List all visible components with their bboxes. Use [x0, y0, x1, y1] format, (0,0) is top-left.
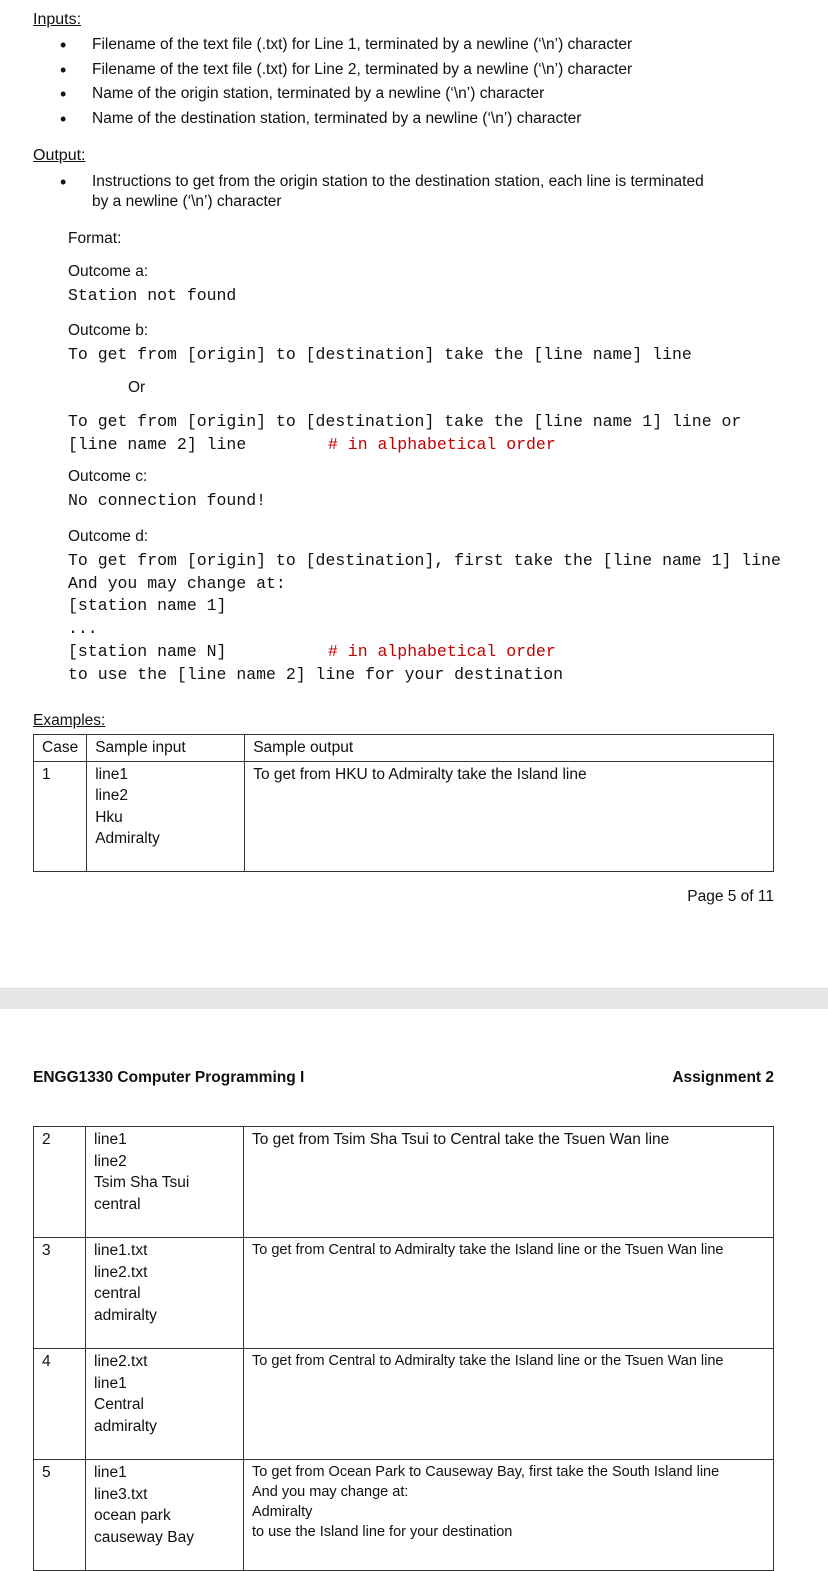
case-number: 2: [34, 1127, 86, 1238]
outcome-a-label: Outcome a:: [68, 263, 149, 280]
outcome-b-label: Outcome b:: [68, 322, 149, 339]
sample-input-line: central: [94, 1195, 141, 1213]
sample-input-line: line1: [95, 765, 128, 783]
sample-input-line: ocean park: [94, 1507, 171, 1524]
outcome-d-text-3: [station name 1]: [68, 596, 227, 615]
output-item-line: Instructions to get from the origin station to the destination station, each line is terminated: [92, 173, 704, 190]
sample-input-cell: [86, 1460, 244, 1571]
outcome-b-text-1: To get from [origin] to [destination] take the [line name] line: [68, 345, 692, 364]
sample-input-line: line2: [95, 787, 128, 804]
format-label: Format:: [68, 230, 122, 247]
table-header-row: [34, 735, 774, 762]
table-row: [34, 1238, 774, 1349]
outcome-d-text-5: [station name N]: [68, 642, 227, 661]
sample-input-line: line3.txt: [94, 1485, 148, 1503]
page-number: Page 5 of 11: [687, 888, 774, 905]
sample-input-cell: [87, 761, 245, 871]
inputs-item: • Filename of the text file (.txt) for Line 2, terminated by a newline (‘\n’) character: [60, 60, 632, 85]
sample-output-cell: [244, 1460, 774, 1571]
sample-output-line: And you may change at:: [252, 1484, 409, 1500]
outcome-d-text-2: And you may change at:: [68, 574, 286, 593]
table-row: [34, 1127, 774, 1238]
case-number: 3: [34, 1238, 86, 1349]
sample-input-line: Tsim Sha Tsui: [94, 1174, 190, 1191]
outcome-b-text-2b: [line name 2] line: [68, 435, 247, 454]
sample-input-line: central: [94, 1285, 141, 1302]
sample-output-cell: To get from HKU to Admiralty take the Island line: [245, 761, 774, 871]
outcome-c-text: No connection found!: [68, 491, 267, 510]
sample-input-line: Admiralty: [95, 830, 160, 847]
alphabetical-comment: # in alphabetical order: [328, 642, 556, 661]
sample-output-line: Admiralty: [252, 1504, 313, 1520]
alphabetical-comment: # in alphabetical order: [328, 435, 556, 454]
sample-output-line: To get from Central to Admiralty take the Island line or the Tsuen Wan line: [252, 1353, 724, 1369]
output-list: [60, 172, 704, 212]
or-label: Or: [128, 379, 146, 396]
outcome-d-label: Outcome d:: [68, 528, 149, 545]
sample-input-line: line1: [94, 1374, 127, 1392]
table-row: [34, 761, 774, 871]
output-heading: Output:: [33, 147, 86, 164]
document-page-6: [0, 1009, 828, 1570]
header-assignment: Assignment 2: [672, 1069, 774, 1086]
sample-output-cell: [244, 1127, 774, 1238]
inputs-list: [60, 35, 632, 133]
sample-input-cell: [86, 1238, 244, 1349]
output-item: [60, 172, 704, 212]
examples-table: [33, 734, 774, 872]
sample-input-line: admiralty: [94, 1417, 157, 1435]
examples-table-continued: [33, 1126, 774, 1571]
case-number: 1: [34, 761, 87, 871]
sample-input-line: causeway Bay: [94, 1528, 194, 1546]
outcome-d-text-1: To get from [origin] to [destination], first take the [line name 1] line: [68, 551, 781, 570]
outcome-b-text-2a: To get from [origin] to [destination] take the [line name 1] line or: [68, 412, 742, 431]
outcome-c-label: Outcome c:: [68, 468, 148, 485]
case-number: 4: [34, 1349, 86, 1460]
sample-input-line: line2.txt: [94, 1353, 148, 1370]
sample-input-line: line1.txt: [94, 1242, 148, 1259]
sample-input-line: Hku: [95, 808, 123, 826]
examples-heading: Examples:: [33, 712, 106, 729]
sample-output-cell: [244, 1238, 774, 1349]
output-item-line: by a newline (‘\n’) character: [92, 193, 282, 210]
inputs-heading: Inputs:: [33, 11, 82, 28]
sample-output-cell: [244, 1349, 774, 1460]
sample-output-line: To get from Tsim Sha Tsui to Central take the Tsuen Wan line: [252, 1131, 670, 1148]
sample-input-line: Central: [94, 1396, 144, 1413]
sample-input-line: line2.txt: [94, 1263, 148, 1281]
outcome-d-text-6: to use the [line name 2] line for your destination: [68, 665, 564, 684]
header-course-title: ENGG1330 Computer Programming I: [33, 1069, 305, 1086]
page-separator: [0, 988, 828, 1010]
sample-input-line: line2: [94, 1152, 127, 1170]
sample-output-line: To get from Central to Admiralty take the Island line or the Tsuen Wan line: [252, 1242, 724, 1258]
header-sample-input: Sample input: [87, 735, 245, 762]
sample-input-cell: [86, 1349, 244, 1460]
sample-input-line: line1: [94, 1464, 127, 1481]
header-case: Case: [34, 735, 87, 762]
inputs-item: • Name of the destination station, terminated by a newline (‘\n’) character: [60, 109, 632, 134]
table-row: [34, 1460, 774, 1571]
outcome-d-text-4: ...: [68, 619, 98, 638]
outcome-a-text: Station not found: [68, 286, 237, 305]
inputs-item: • Filename of the text file (.txt) for Line 1, terminated by a newline (‘\n’) character: [60, 35, 632, 60]
sample-output-line: To get from Ocean Park to Causeway Bay, first take the South Island line: [252, 1464, 720, 1480]
sample-input-line: admiralty: [94, 1306, 157, 1324]
case-number: 5: [34, 1460, 86, 1571]
table-row: [34, 1349, 774, 1460]
sample-input-cell: [86, 1127, 244, 1238]
header-sample-output: Sample output: [245, 735, 774, 762]
sample-input-line: line1: [94, 1131, 127, 1148]
inputs-item: • Name of the origin station, terminated by a newline (‘\n’) character: [60, 84, 632, 109]
sample-output-line: to use the Island line for your destination: [252, 1524, 513, 1540]
